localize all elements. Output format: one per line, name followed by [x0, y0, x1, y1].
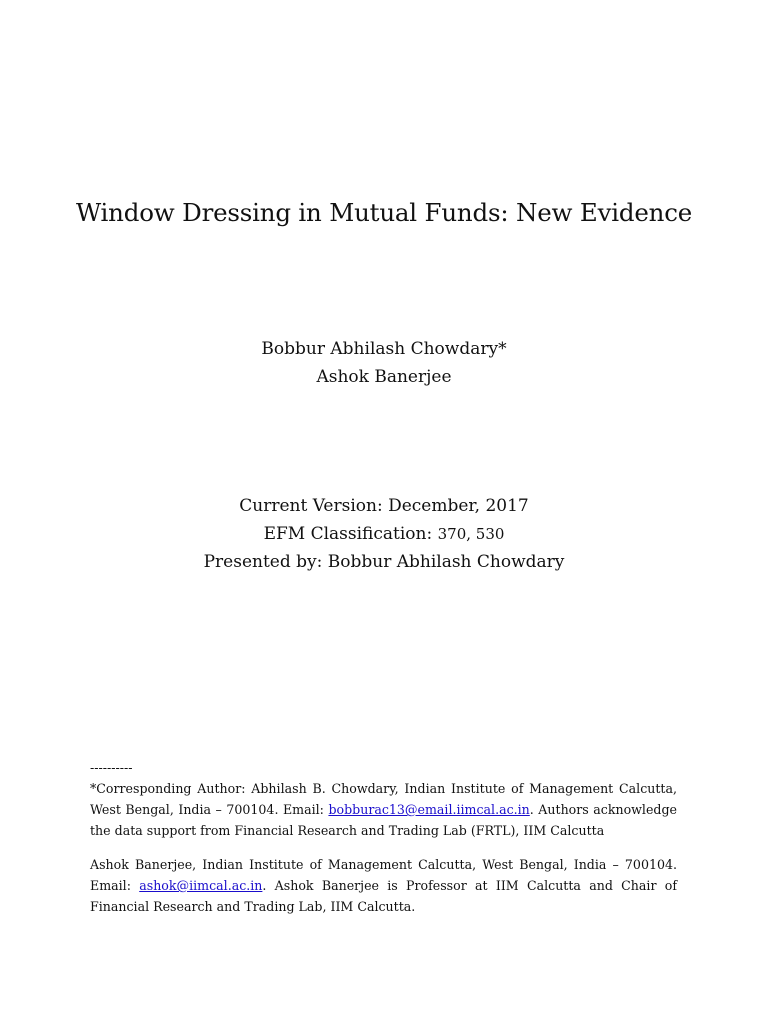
- corresponding-author-text: *Corresponding Author: Abhilash B. Chowdary, Indian Institute of Management Calcutta, West Bengal, India – 700104. Email:: [90, 781, 677, 817]
- presenter: Presented by: Bobbur Abhilash Chowdary: [203, 552, 565, 572]
- second-author-text: Ashok Banerjee, Indian Institute of Management Calcutta, West Bengal, India – 700104. Email:: [90, 857, 677, 893]
- corresponding-email-link[interactable]: bobburac13@email.iimcal.ac.in: [328, 802, 530, 817]
- paper-title: Window Dressing in Mutual Funds: New Evidence: [75, 198, 693, 227]
- footnotes: [90, 758, 677, 917]
- author-name-second: Ashok Banerjee: [316, 367, 452, 387]
- efm-classification-codes: 370, 530: [437, 525, 505, 543]
- author-name-first: Bobbur Abhilash Chowdary*: [261, 339, 507, 359]
- paper-meta: [0, 492, 768, 576]
- second-author-email-link[interactable]: ashok@iimcal.ac.in: [139, 878, 263, 893]
- author-list: [0, 335, 768, 391]
- efm-classification: [0, 520, 768, 548]
- second-author-note: [90, 854, 677, 917]
- second-author-bio: . Ashok Banerjee is Professor at IIM Calcutta and Chair of Financial Research and Trading Lab, IIM Calcutta.: [90, 878, 677, 914]
- efm-classification-label: EFM Classification:: [263, 524, 438, 544]
- acknowledgement-text: . Authors acknowledge the data support from Financial Research and Trading Lab (FRTL), IIM Calcutta: [90, 802, 677, 838]
- current-version: Current Version: December, 2017: [239, 496, 529, 516]
- footnote-separator: ----------: [90, 760, 133, 775]
- corresponding-author-note: [90, 778, 677, 841]
